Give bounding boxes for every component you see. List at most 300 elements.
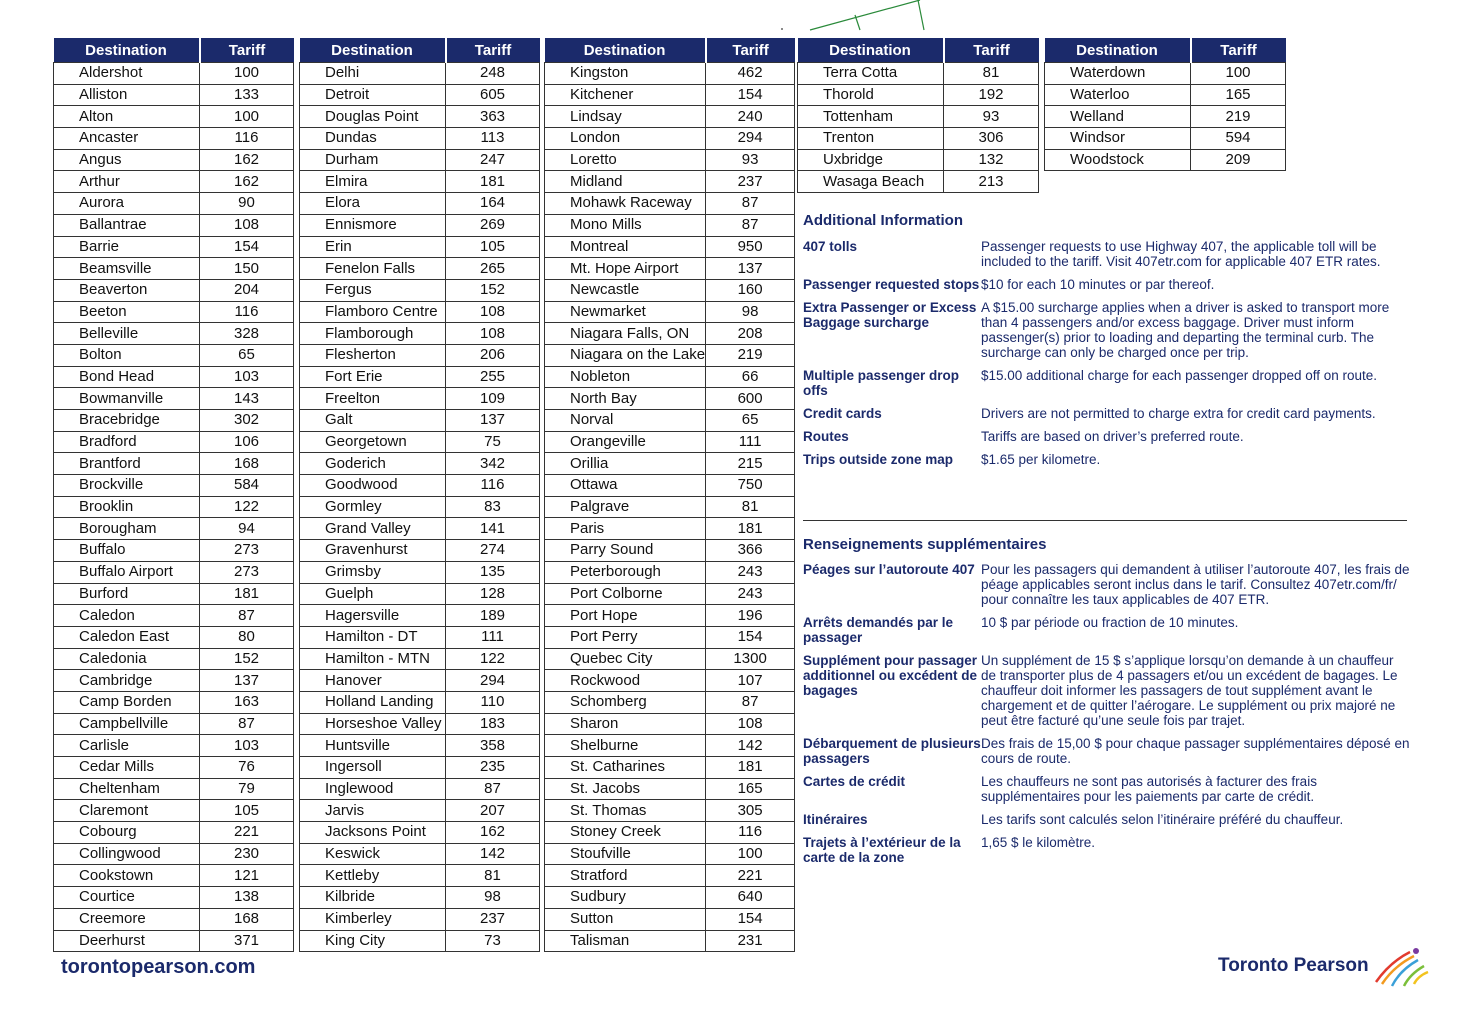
website-link[interactable]: torontopearson.com xyxy=(61,956,256,978)
info-text: Un supplément de 15 $ s’applique lorsqu’on demande à un chauffeur de transporter plus de 4 passagers et/ou un excédent de bagages. Le chauffeur doit informer les passagers de tout supplément avant le chargement et de quitter l’aérogare. Le supplément ou prix majoré ne peut être facturé qu’une seule fois par trajet. xyxy=(981,653,1398,728)
destination-cell: Goodwood xyxy=(300,475,446,497)
table-row xyxy=(545,171,795,193)
tariff-cell: 137 xyxy=(200,670,294,692)
destination-cell: Kimberley xyxy=(300,908,446,930)
tariff-cell: 162 xyxy=(200,149,294,171)
tariff-cell: 94 xyxy=(200,518,294,540)
destination-cell: Tottenham xyxy=(798,106,944,128)
destination-cell: Uxbridge xyxy=(798,149,944,171)
destination-header: Destination xyxy=(545,38,706,63)
table-row xyxy=(54,279,294,301)
tariff-cell: 142 xyxy=(706,735,795,757)
destination-cell: Port Perry xyxy=(545,626,706,648)
tariff-cell: 107 xyxy=(706,670,795,692)
tariff-table-4 xyxy=(797,38,1039,193)
destination-cell: Fort Erie xyxy=(300,366,446,388)
tariff-cell: 235 xyxy=(446,757,540,779)
destination-cell: Bradford xyxy=(54,431,200,453)
tariff-cell: 358 xyxy=(446,735,540,757)
tariff-cell: 162 xyxy=(446,822,540,844)
destination-cell: Elmira xyxy=(300,171,446,193)
tariff-cell: 366 xyxy=(706,540,795,562)
tariff-header: Tariff xyxy=(944,38,1039,63)
destination-cell: Waterdown xyxy=(1045,63,1191,85)
destination-cell: Fenelon Falls xyxy=(300,258,446,280)
tariff-cell: 302 xyxy=(200,410,294,432)
destination-cell: Claremont xyxy=(54,800,200,822)
tariff-cell: 110 xyxy=(446,691,540,713)
destination-cell: Welland xyxy=(1045,106,1191,128)
tariff-cell: 138 xyxy=(200,887,294,909)
destination-cell: Barrie xyxy=(54,236,200,258)
tariff-cell: 208 xyxy=(706,323,795,345)
tariff-cell: 306 xyxy=(944,128,1039,150)
destination-cell: Windsor xyxy=(1045,128,1191,150)
tariff-cell: 584 xyxy=(200,475,294,497)
destination-cell: Durham xyxy=(300,149,446,171)
destination-cell: Angus xyxy=(54,149,200,171)
table-row xyxy=(545,561,795,583)
destination-cell: Galt xyxy=(300,410,446,432)
tariff-cell: 81 xyxy=(446,865,540,887)
info-label: Trips outside zone map xyxy=(803,452,954,467)
destination-cell: Burford xyxy=(54,583,200,605)
table-row xyxy=(300,171,540,193)
table-row xyxy=(545,301,795,323)
destination-cell: Buffalo xyxy=(54,540,200,562)
tariff-cell: 237 xyxy=(446,908,540,930)
tariff-cell: 93 xyxy=(706,149,795,171)
tariff-cell: 65 xyxy=(200,344,294,366)
table-row xyxy=(545,518,795,540)
destination-cell: Hagersville xyxy=(300,605,446,627)
destination-cell: Ancaster xyxy=(54,128,200,150)
info-row xyxy=(803,239,1411,269)
toronto-pearson-logo-icon xyxy=(1370,944,1430,988)
tariff-cell: 213 xyxy=(944,171,1039,193)
destination-cell: Douglas Point xyxy=(300,106,446,128)
table-row xyxy=(54,106,294,128)
tariff-cell: 100 xyxy=(200,106,294,128)
tariff-header: Tariff xyxy=(200,38,294,63)
tariff-cell: 132 xyxy=(944,149,1039,171)
destination-cell: Quebec City xyxy=(545,648,706,670)
tariff-cell: 81 xyxy=(944,63,1039,85)
tariff-cell: 221 xyxy=(200,822,294,844)
tariff-cell: 294 xyxy=(446,670,540,692)
tariff-cell: 150 xyxy=(200,258,294,280)
table-row xyxy=(1045,128,1286,150)
tariff-cell: 109 xyxy=(446,388,540,410)
table-row xyxy=(545,344,795,366)
destination-cell: Caledon East xyxy=(54,626,200,648)
table-row xyxy=(798,84,1039,106)
tariff-cell: 100 xyxy=(706,843,795,865)
table-row xyxy=(545,214,795,236)
table-row xyxy=(300,366,540,388)
table-row xyxy=(545,84,795,106)
destination-cell: Elora xyxy=(300,193,446,215)
table-row xyxy=(54,84,294,106)
table-row xyxy=(798,128,1039,150)
tariff-cell: 152 xyxy=(200,648,294,670)
tariff-cell: 141 xyxy=(446,518,540,540)
destination-cell: Horseshoe Valley xyxy=(300,713,446,735)
tariff-cell: 66 xyxy=(706,366,795,388)
table-row xyxy=(545,106,795,128)
table-row xyxy=(54,518,294,540)
info-text: $1.65 per kilometre. xyxy=(981,452,1101,467)
table-row xyxy=(54,626,294,648)
destination-cell: Norval xyxy=(545,410,706,432)
destination-cell: Detroit xyxy=(300,84,446,106)
destination-cell: Beamsville xyxy=(54,258,200,280)
destination-cell: Alton xyxy=(54,106,200,128)
tariff-cell: 160 xyxy=(706,279,795,301)
table-row xyxy=(300,626,540,648)
table-row xyxy=(300,258,540,280)
table-row xyxy=(545,540,795,562)
tariff-cell: 152 xyxy=(446,279,540,301)
tariff-cell: 128 xyxy=(446,583,540,605)
destination-cell: Courtice xyxy=(54,887,200,909)
destination-cell: Mt. Hope Airport xyxy=(545,258,706,280)
table-row xyxy=(798,171,1039,193)
tariff-cell: 248 xyxy=(446,63,540,85)
info-text: Drivers are not permitted to charge extra for credit card payments. xyxy=(981,406,1376,421)
tariff-cell: 209 xyxy=(1191,149,1286,171)
info-row xyxy=(803,812,1411,827)
destination-cell: Flamboro Centre xyxy=(300,301,446,323)
tariff-cell: 106 xyxy=(200,431,294,453)
info-row xyxy=(803,429,1411,444)
destination-cell: Mono Mills xyxy=(545,214,706,236)
table-row xyxy=(300,214,540,236)
table-row xyxy=(300,496,540,518)
info-label: Passenger requested stops xyxy=(803,277,980,292)
table-row xyxy=(54,258,294,280)
destination-cell: Stoufville xyxy=(545,843,706,865)
table-row xyxy=(300,193,540,215)
table-row xyxy=(54,301,294,323)
table-row xyxy=(54,930,294,952)
table-row xyxy=(54,475,294,497)
tariff-table-1 xyxy=(53,38,294,952)
table-row xyxy=(54,149,294,171)
tariff-cell: 98 xyxy=(446,887,540,909)
destination-cell: Cookstown xyxy=(54,865,200,887)
table-row xyxy=(300,518,540,540)
table-row xyxy=(54,388,294,410)
tariff-cell: 640 xyxy=(706,887,795,909)
info-label: Arrêts demandés par le passager xyxy=(803,615,954,645)
tariff-cell: 462 xyxy=(706,63,795,85)
tariff-cell: 162 xyxy=(200,171,294,193)
tariff-cell: 108 xyxy=(446,323,540,345)
destination-cell: Carlisle xyxy=(54,735,200,757)
table-row xyxy=(300,236,540,258)
table-row xyxy=(300,778,540,800)
destination-cell: Nobleton xyxy=(545,366,706,388)
tariff-cell: 273 xyxy=(200,561,294,583)
table-row xyxy=(54,496,294,518)
info-label: Supplément pour passager additionnel ou excédent de bagages xyxy=(803,653,978,698)
table-row xyxy=(300,301,540,323)
tariff-cell: 111 xyxy=(446,626,540,648)
info-text: A $15.00 surcharge applies when a driver is asked to transport more than 4 passengers and/or excess baggage. Driver must inform passenger(s) prior to loading and departing the terminal curb. The surcharge can only be charged once per trip. xyxy=(981,300,1390,360)
table-row xyxy=(545,63,795,85)
tariff-cell: 100 xyxy=(200,63,294,85)
table-row xyxy=(54,540,294,562)
destination-cell: Kettleby xyxy=(300,865,446,887)
table-row xyxy=(300,84,540,106)
tariff-header: Tariff xyxy=(706,38,795,63)
tariff-cell: 371 xyxy=(200,930,294,952)
destination-cell: Huntsville xyxy=(300,735,446,757)
tariff-cell: 243 xyxy=(706,561,795,583)
tariff-header: Tariff xyxy=(446,38,540,63)
table-row xyxy=(300,388,540,410)
destination-cell: Aldershot xyxy=(54,63,200,85)
table-row xyxy=(1045,84,1286,106)
info-row xyxy=(803,562,1411,607)
destination-cell: Ballantrae xyxy=(54,214,200,236)
destination-cell: Trenton xyxy=(798,128,944,150)
table-row xyxy=(300,691,540,713)
table-row xyxy=(545,800,795,822)
destination-cell: Newmarket xyxy=(545,301,706,323)
destination-cell: Arthur xyxy=(54,171,200,193)
map-fragment-lines xyxy=(770,0,930,32)
table-row xyxy=(54,843,294,865)
table-row xyxy=(300,887,540,909)
table-row xyxy=(54,431,294,453)
table-row xyxy=(54,691,294,713)
tariff-cell: 90 xyxy=(200,193,294,215)
tariff-cell: 163 xyxy=(200,691,294,713)
table-row xyxy=(545,236,795,258)
destination-cell: Mohawk Raceway xyxy=(545,193,706,215)
tariff-cell: 154 xyxy=(706,84,795,106)
tariff-cell: 165 xyxy=(1191,84,1286,106)
info-row xyxy=(803,277,1411,292)
tariff-cell: 328 xyxy=(200,323,294,345)
table-row xyxy=(545,887,795,909)
destination-cell: St. Jacobs xyxy=(545,778,706,800)
info-label: Routes xyxy=(803,429,849,444)
table-row xyxy=(300,561,540,583)
table-row xyxy=(300,279,540,301)
tariff-cell: 206 xyxy=(446,344,540,366)
destination-cell: Caledonia xyxy=(54,648,200,670)
info-label: Trajets à l’extérieur de la carte de la zone xyxy=(803,835,961,865)
destination-cell: Keswick xyxy=(300,843,446,865)
table-row xyxy=(54,561,294,583)
destination-cell: Delhi xyxy=(300,63,446,85)
info-text: Les chauffeurs ne sont pas autorisés à facturer des frais supplémentaires pour les paiements par carte de crédit. xyxy=(981,774,1317,804)
tariff-cell: 230 xyxy=(200,843,294,865)
destination-cell: Waterloo xyxy=(1045,84,1191,106)
info-text: Passenger requests to use Highway 407, the applicable toll will be included to the tariff. Visit 407etr.com for applicable 407 ETR rates. xyxy=(981,239,1381,269)
info-text: Des frais de 15,00 $ pour chaque passager supplémentaires déposé en cours de route. xyxy=(981,736,1410,766)
destination-cell: Flamborough xyxy=(300,323,446,345)
tariff-cell: 116 xyxy=(200,301,294,323)
table-row xyxy=(545,453,795,475)
destination-cell: Kingston xyxy=(545,63,706,85)
table-row xyxy=(54,410,294,432)
tariff-cell: 189 xyxy=(446,605,540,627)
destination-cell: Borougham xyxy=(54,518,200,540)
table-row xyxy=(545,128,795,150)
destination-cell: Aurora xyxy=(54,193,200,215)
tariff-cell: 108 xyxy=(446,301,540,323)
table-row xyxy=(545,757,795,779)
table-row xyxy=(300,822,540,844)
destination-cell: Palgrave xyxy=(545,496,706,518)
tariff-cell: 87 xyxy=(200,713,294,735)
tariff-cell: 215 xyxy=(706,453,795,475)
info-text: Pour les passagers qui demandent à utiliser l’autoroute 407, les frais de péage applicables seront inclus dans le tarif. Consultez 407etr.com/fr/ pour connaître les taux applicables de 407 ETR. xyxy=(981,562,1410,607)
info-row xyxy=(803,774,1411,804)
destination-cell: Port Hope xyxy=(545,605,706,627)
destination-cell: Hamilton - DT xyxy=(300,626,446,648)
table-row xyxy=(300,431,540,453)
tariff-cell: 219 xyxy=(1191,106,1286,128)
tariff-cell: 950 xyxy=(706,236,795,258)
destination-cell: Collingwood xyxy=(54,843,200,865)
tariff-cell: 79 xyxy=(200,778,294,800)
section-divider xyxy=(803,520,1407,521)
destination-cell: Jacksons Point xyxy=(300,822,446,844)
destination-cell: Erin xyxy=(300,236,446,258)
table-row xyxy=(545,735,795,757)
tariff-cell: 181 xyxy=(446,171,540,193)
table-row xyxy=(54,800,294,822)
table-row xyxy=(545,843,795,865)
info-text: $15.00 additional charge for each passenger dropped off on route. xyxy=(981,368,1378,383)
table-row xyxy=(545,778,795,800)
table-row xyxy=(300,475,540,497)
table-row xyxy=(300,106,540,128)
table-row xyxy=(545,410,795,432)
destination-cell: Goderich xyxy=(300,453,446,475)
table-row xyxy=(54,713,294,735)
destination-cell: Camp Borden xyxy=(54,691,200,713)
table-row xyxy=(54,778,294,800)
destination-header: Destination xyxy=(798,38,944,63)
destination-cell: Beaverton xyxy=(54,279,200,301)
table-row xyxy=(54,670,294,692)
tariff-table-5 xyxy=(1044,38,1286,171)
destination-cell: Gormley xyxy=(300,496,446,518)
info-row xyxy=(803,736,1411,766)
tariff-cell: 192 xyxy=(944,84,1039,106)
tariff-cell: 204 xyxy=(200,279,294,301)
tariff-cell: 273 xyxy=(200,540,294,562)
table-row xyxy=(54,236,294,258)
table-row xyxy=(545,930,795,952)
table-row xyxy=(54,735,294,757)
table-row xyxy=(1045,149,1286,171)
destination-cell: Hanover xyxy=(300,670,446,692)
table-row xyxy=(300,605,540,627)
tariff-cell: 168 xyxy=(200,453,294,475)
info-label: Débarquement de plusieurs passagers xyxy=(803,736,981,766)
info-text: Tariffs are based on driver’s preferred route. xyxy=(981,429,1244,444)
tariff-cell: 243 xyxy=(706,583,795,605)
tariff-cell: 108 xyxy=(706,713,795,735)
table-row xyxy=(545,691,795,713)
destination-cell: Bracebridge xyxy=(54,410,200,432)
destination-cell: Brockville xyxy=(54,475,200,497)
destination-cell: Guelph xyxy=(300,583,446,605)
table-row xyxy=(300,149,540,171)
tariff-table-3 xyxy=(544,38,795,952)
destination-cell: Terra Cotta xyxy=(798,63,944,85)
destination-cell: Talisman xyxy=(545,930,706,952)
destination-cell: Woodstock xyxy=(1045,149,1191,171)
table-row xyxy=(545,648,795,670)
tariff-cell: 594 xyxy=(1191,128,1286,150)
tariff-cell: 600 xyxy=(706,388,795,410)
tariff-header: Tariff xyxy=(1191,38,1286,63)
table-row xyxy=(54,128,294,150)
tariff-cell: 154 xyxy=(706,626,795,648)
tariff-cell: 113 xyxy=(446,128,540,150)
destination-header: Destination xyxy=(300,38,446,63)
destination-cell: Shelburne xyxy=(545,735,706,757)
table-row xyxy=(300,908,540,930)
tariff-cell: 237 xyxy=(706,171,795,193)
destination-cell: Jarvis xyxy=(300,800,446,822)
tariff-cell: 154 xyxy=(706,908,795,930)
tariff-cell: 168 xyxy=(200,908,294,930)
destination-cell: Buffalo Airport xyxy=(54,561,200,583)
table-row xyxy=(545,822,795,844)
destination-cell: Orillia xyxy=(545,453,706,475)
tariff-cell: 154 xyxy=(200,236,294,258)
table-row xyxy=(545,193,795,215)
info-text: $10 for each 10 minutes or par thereof. xyxy=(981,277,1215,292)
info-row xyxy=(803,452,1411,467)
info-row xyxy=(803,615,1411,645)
table-row xyxy=(54,583,294,605)
destination-cell: Deerhurst xyxy=(54,930,200,952)
destination-cell: Stratford xyxy=(545,865,706,887)
tariff-cell: 121 xyxy=(200,865,294,887)
tariff-cell: 231 xyxy=(706,930,795,952)
info-label: Itinéraires xyxy=(803,812,868,827)
table-row xyxy=(54,63,294,85)
table-row xyxy=(545,713,795,735)
destination-cell: Stoney Creek xyxy=(545,822,706,844)
destination-cell: London xyxy=(545,128,706,150)
tariff-cell: 183 xyxy=(446,713,540,735)
tariff-cell: 81 xyxy=(706,496,795,518)
destination-cell: Bolton xyxy=(54,344,200,366)
table-row xyxy=(300,800,540,822)
tariff-cell: 196 xyxy=(706,605,795,627)
destination-cell: Cobourg xyxy=(54,822,200,844)
destination-cell: Paris xyxy=(545,518,706,540)
info-row xyxy=(803,835,1411,865)
tariff-cell: 105 xyxy=(446,236,540,258)
tariff-cell: 137 xyxy=(706,258,795,280)
table-row xyxy=(545,323,795,345)
tariff-cell: 105 xyxy=(200,800,294,822)
info-row xyxy=(803,300,1411,360)
tariff-cell: 111 xyxy=(706,431,795,453)
